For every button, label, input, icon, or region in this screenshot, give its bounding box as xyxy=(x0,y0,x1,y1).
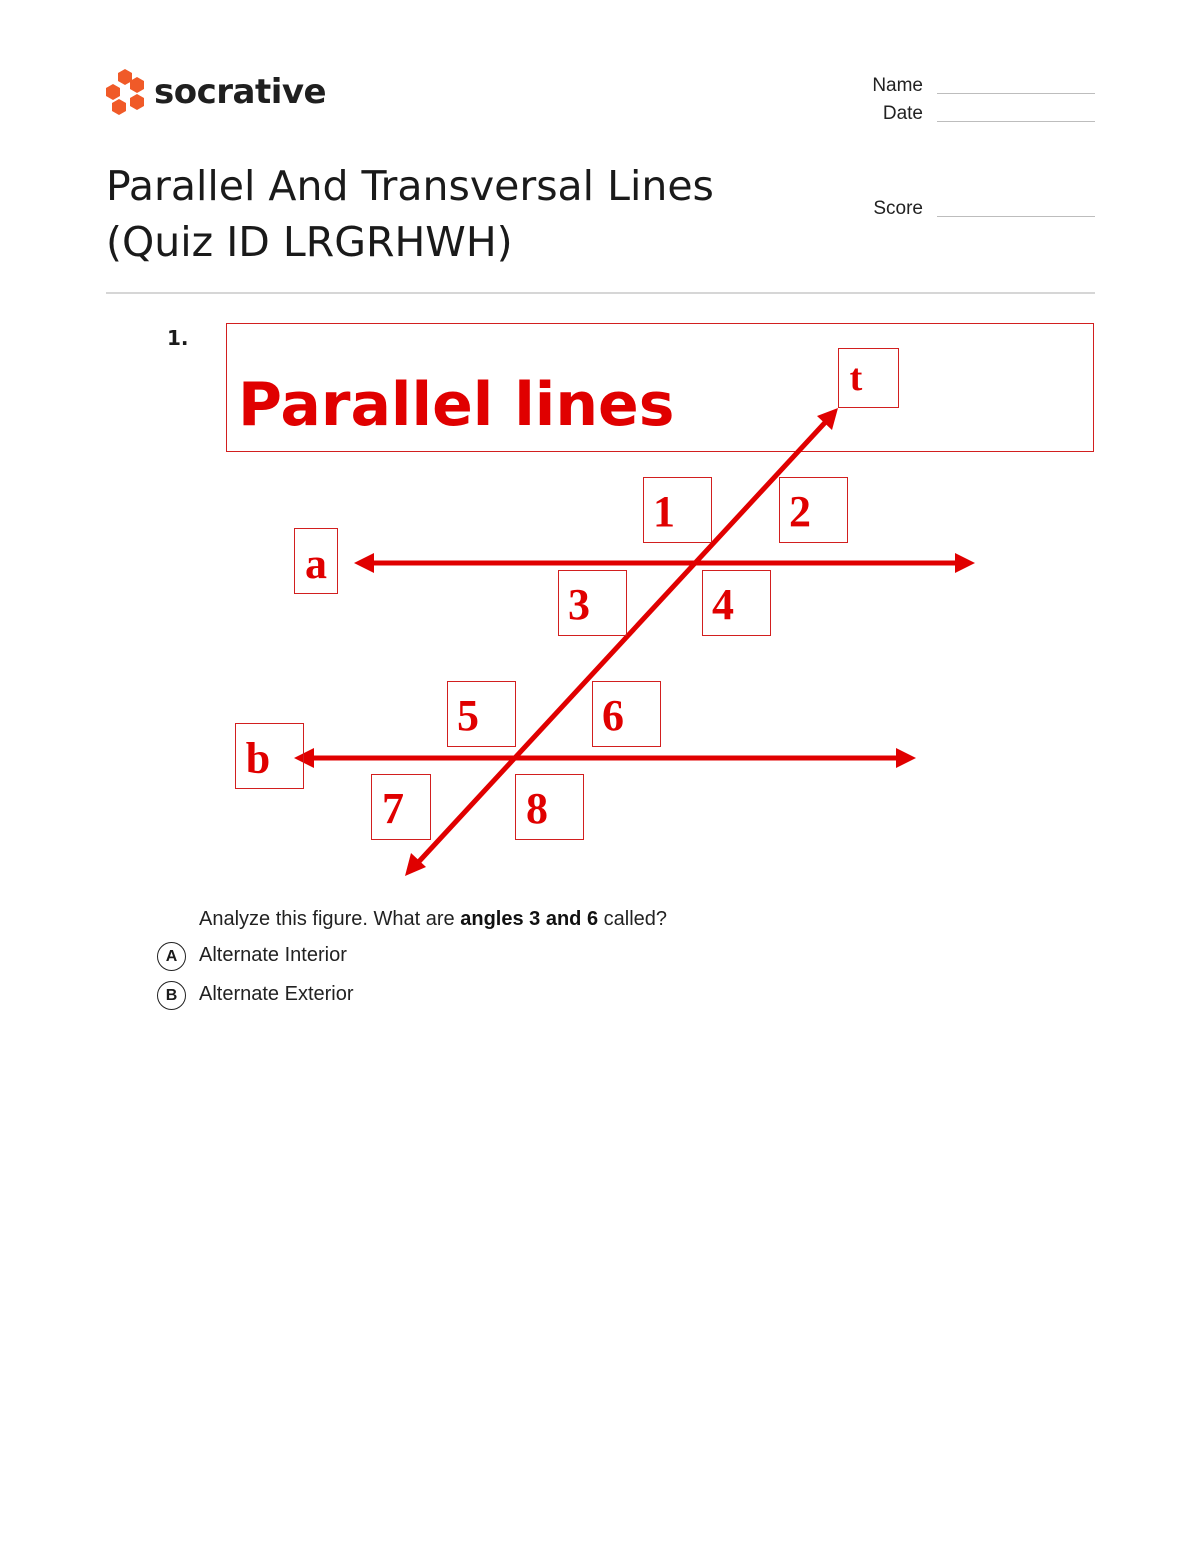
date-label: Date xyxy=(882,103,923,124)
option-b-letter[interactable]: B xyxy=(157,981,186,1010)
name-label: Name xyxy=(872,75,923,96)
line-b-right-arrow xyxy=(896,748,916,768)
angle-label-4: 4 xyxy=(712,580,734,629)
label-b: b xyxy=(245,734,271,783)
option-b-text: Alternate Exterior xyxy=(199,983,354,1005)
figure-heading: Parallel lines xyxy=(238,370,675,440)
angle-label-5: 5 xyxy=(457,691,479,740)
question-prompt xyxy=(199,908,667,931)
angle-label-2: 2 xyxy=(789,487,811,536)
label-t: t xyxy=(849,357,863,399)
angle-label-3: 3 xyxy=(568,580,590,629)
title-line-1: Parallel And Transversal Lines xyxy=(106,162,714,210)
angle-label-1: 1 xyxy=(653,487,675,536)
prompt-text-after: called? xyxy=(598,908,668,930)
option-a-text: Alternate Interior xyxy=(199,944,347,966)
label-a: a xyxy=(305,539,327,588)
title-line-2: (Quiz ID LRGRHWH) xyxy=(106,218,513,266)
line-a-right-arrow xyxy=(955,553,975,573)
angle-label-7: 7 xyxy=(382,784,404,833)
line-a-left-arrow xyxy=(354,553,374,573)
prompt-text-bold: angles 3 and 6 xyxy=(460,908,599,930)
brand-name: socrative xyxy=(154,72,327,112)
question-number: 1. xyxy=(167,326,189,350)
line-t xyxy=(413,415,832,868)
angle-label-6: 6 xyxy=(602,691,624,740)
option-a-letter[interactable]: A xyxy=(157,942,186,971)
prompt-text-before: Analyze this figure. What are xyxy=(199,908,461,930)
score-label: Score xyxy=(873,198,923,219)
angle-label-8: 8 xyxy=(526,784,548,833)
